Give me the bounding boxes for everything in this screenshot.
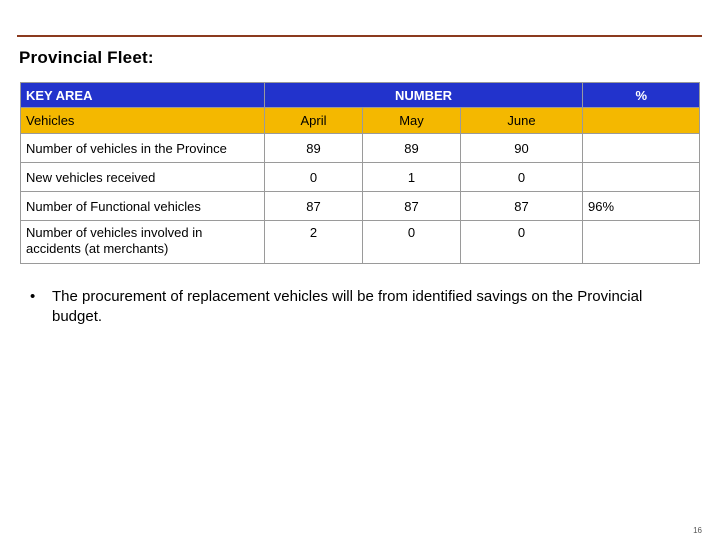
title-rule (17, 35, 702, 37)
subheader-vehicles: Vehicles (21, 108, 265, 134)
fleet-table (20, 82, 700, 264)
row-pct: 96% (583, 192, 700, 221)
row-label: Number of vehicles involved in accidents (at merchants) (21, 221, 265, 264)
row-june: 0 (461, 163, 583, 192)
row-june: 0 (461, 221, 583, 264)
table-row (21, 163, 700, 192)
table-row (21, 221, 700, 264)
row-may: 0 (363, 221, 461, 264)
page-title: Provincial Fleet: (19, 48, 154, 67)
subheader-may: May (363, 108, 461, 134)
table-header-row (21, 83, 700, 108)
row-april: 2 (265, 221, 363, 264)
table-row (21, 192, 700, 221)
row-june: 90 (461, 134, 583, 163)
row-label: Number of vehicles in the Province (21, 134, 265, 163)
bullet-text: The procurement of replacement vehicles will be from identified savings on the Provincial budget. (52, 288, 643, 325)
header-percent: % (583, 83, 700, 108)
row-may: 1 (363, 163, 461, 192)
row-pct (583, 221, 700, 264)
row-pct (583, 163, 700, 192)
subheader-june: June (461, 108, 583, 134)
row-april: 87 (265, 192, 363, 221)
table-row (21, 134, 700, 163)
row-label: New vehicles received (21, 163, 265, 192)
subheader-pct (583, 108, 700, 134)
row-pct (583, 134, 700, 163)
row-may: 87 (363, 192, 461, 221)
subheader-april: April (265, 108, 363, 134)
row-april: 0 (265, 163, 363, 192)
row-june: 87 (461, 192, 583, 221)
bullet-marker: • (30, 288, 36, 305)
row-may: 89 (363, 134, 461, 163)
page-number: 16 (693, 526, 702, 535)
table-subheader-row (21, 108, 700, 134)
header-number: NUMBER (265, 83, 583, 108)
row-april: 89 (265, 134, 363, 163)
header-key-area: KEY AREA (21, 83, 265, 108)
row-label: Number of Functional vehicles (21, 192, 265, 221)
